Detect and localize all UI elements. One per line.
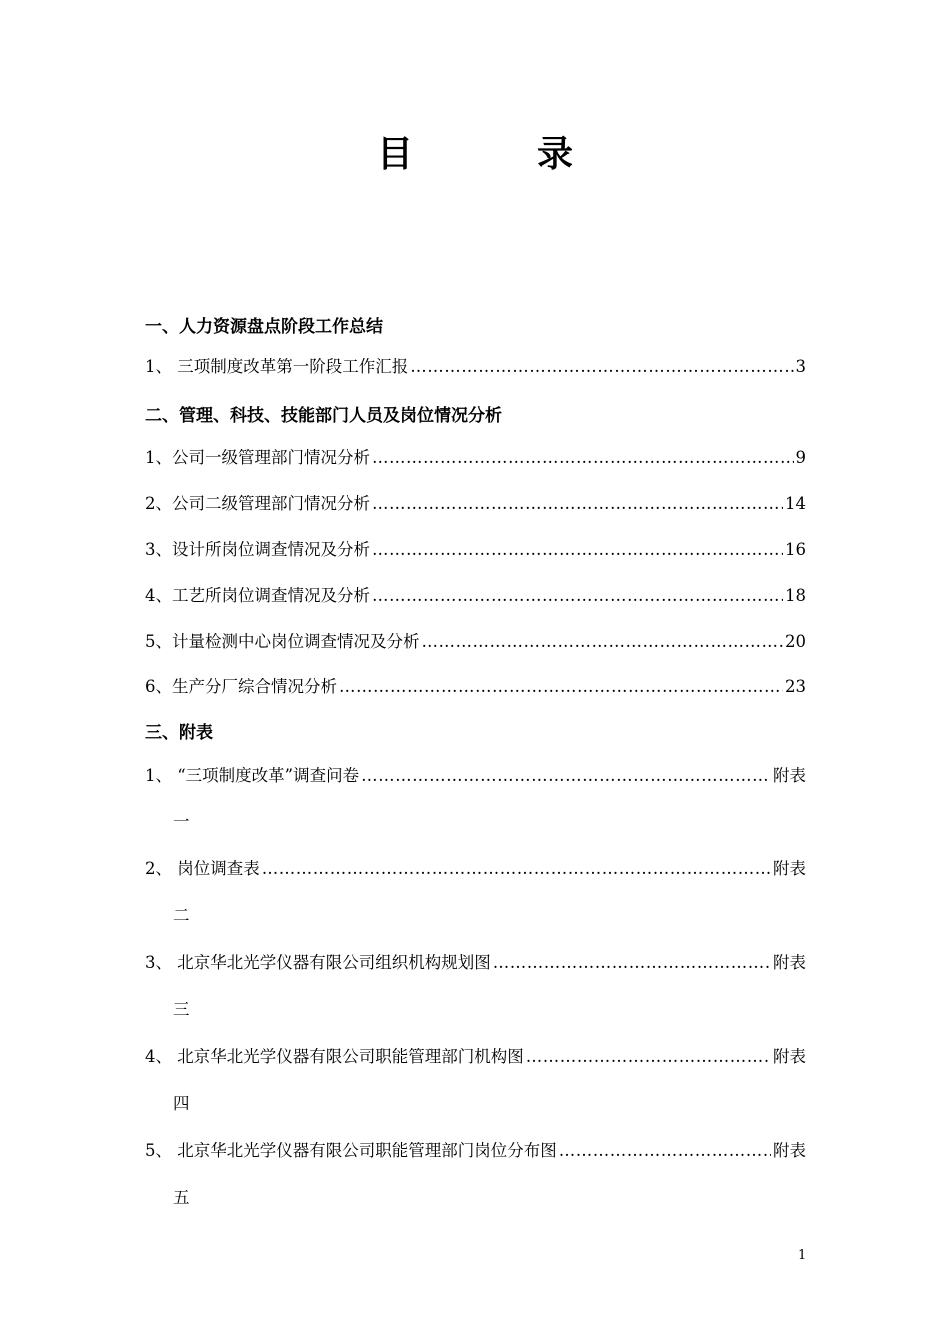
toc-entry[interactable] [145, 536, 806, 560]
toc-entry-page: 16 [785, 540, 806, 559]
dot-leader [339, 677, 783, 696]
toc-entry-label: 6、生产分厂综合情况分析 [145, 677, 337, 696]
toc-entry[interactable] [145, 628, 806, 652]
dot-leader [422, 632, 784, 651]
section-heading-1: 一、人力资源盘点阶段工作总结 [145, 317, 383, 337]
toc-entry-label: 3、 北京华北光学仪器有限公司组织机构规划图 [145, 953, 491, 972]
toc-entry-wrap: 二 [173, 906, 190, 925]
toc-entry-page: 附表 [773, 1141, 806, 1160]
dot-leader [410, 357, 793, 376]
toc-entry-wrap: 四 [173, 1094, 190, 1113]
dot-leader [372, 494, 783, 513]
page-title: 目 录 [376, 134, 617, 175]
toc-entry-label: 1、 “三项制度改革”调查问卷 [145, 766, 360, 785]
section-heading-3: 三、附表 [145, 723, 213, 743]
toc-entry-wrap: 五 [173, 1188, 190, 1207]
toc-entry-page: 附表 [773, 953, 806, 972]
section-heading-2: 二、管理、科技、技能部门人员及岗位情况分析 [145, 406, 502, 426]
dot-leader [262, 859, 771, 878]
dot-leader [372, 540, 783, 559]
dot-leader [372, 586, 783, 605]
toc-entry[interactable] [145, 582, 806, 606]
toc-entry-label: 1、 三项制度改革第一阶段工作汇报 [145, 357, 409, 376]
toc-entry[interactable] [145, 444, 806, 468]
toc-entry-label: 1、公司一级管理部门情况分析 [145, 448, 370, 467]
toc-entry[interactable] [145, 949, 806, 973]
toc-entry[interactable] [145, 673, 806, 697]
dot-leader [361, 766, 771, 785]
toc-entry[interactable] [145, 855, 806, 879]
dot-leader [526, 1047, 771, 1066]
toc-entry[interactable] [145, 1043, 806, 1067]
toc-entry-page: 20 [785, 632, 806, 651]
toc-entry-page: 附表 [773, 859, 806, 878]
toc-entry-page: 附表 [773, 766, 806, 785]
dot-leader [372, 448, 794, 467]
toc-entry-label: 5、 北京华北光学仪器有限公司职能管理部门岗位分布图 [145, 1141, 557, 1160]
toc-entry[interactable] [145, 762, 806, 786]
toc-entry-label: 4、 北京华北光学仪器有限公司职能管理部门机构图 [145, 1047, 524, 1066]
dot-leader [559, 1141, 771, 1160]
toc-entry-label: 5、计量检测中心岗位调查情况及分析 [145, 632, 420, 651]
toc-entry[interactable] [145, 353, 806, 377]
toc-entry[interactable] [145, 1137, 806, 1161]
page-number: 1 [798, 1248, 807, 1263]
toc-entry-page: 附表 [773, 1047, 806, 1066]
toc-entry-page: 9 [795, 448, 806, 467]
dot-leader [493, 953, 771, 972]
toc-entry-page: 18 [785, 586, 806, 605]
toc-entry-page: 3 [795, 357, 806, 376]
toc-entry-wrap: 三 [173, 1000, 190, 1019]
toc-entry-label: 4、工艺所岗位调查情况及分析 [145, 586, 370, 605]
toc-entry-page: 14 [785, 494, 806, 513]
toc-entry-label: 2、 岗位调查表 [145, 859, 260, 878]
toc-entry-label: 3、设计所岗位调查情况及分析 [145, 540, 370, 559]
toc-entry-wrap: 一 [173, 812, 190, 831]
toc-entry[interactable] [145, 490, 806, 514]
toc-entry-page: 23 [785, 677, 806, 696]
toc-entry-label: 2、公司二级管理部门情况分析 [145, 494, 370, 513]
